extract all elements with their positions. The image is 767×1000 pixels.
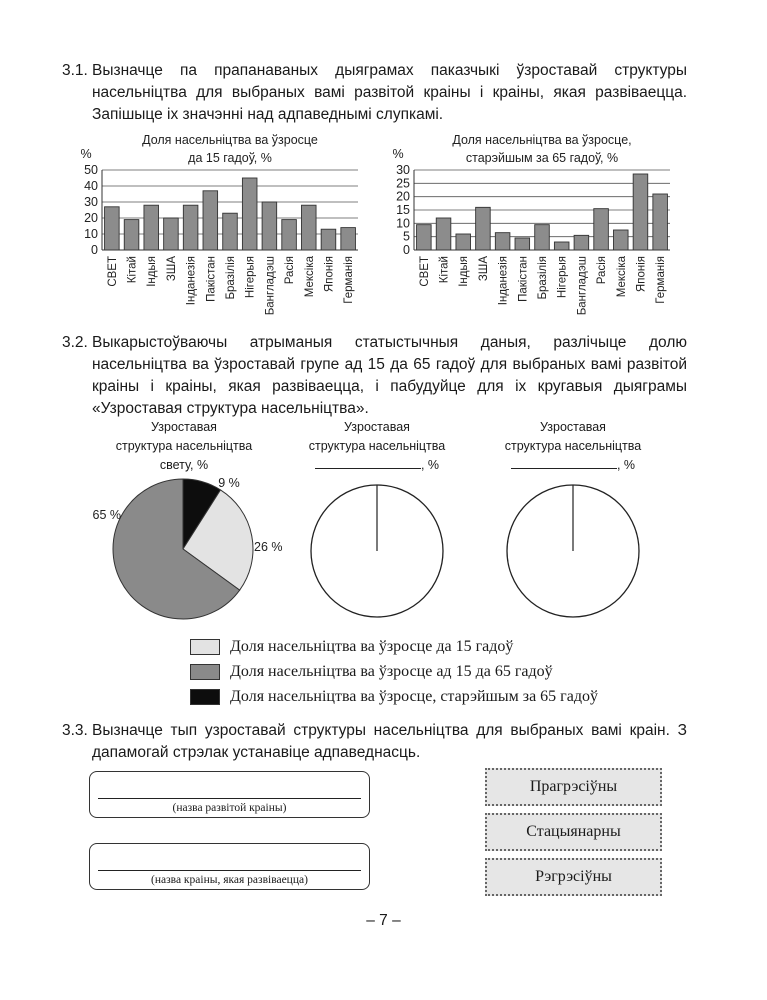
developing-country-box[interactable] [89, 843, 370, 890]
pie-empty-developed[interactable] [311, 485, 443, 617]
x-tick-label: Расія [284, 256, 297, 285]
legend-label: Доля насельніцтва ва ўзросце ад 15 да 65 гадоў [230, 662, 553, 680]
page-number: – 7 – [366, 912, 401, 929]
legend-label: Доля насельніцтва ва ўзросце, старэйшым за 65 гадоў [230, 687, 598, 705]
x-tick-label: Мексіка [303, 256, 316, 298]
x-tick-label: СВЕТ [418, 256, 431, 287]
type-stationary[interactable]: Стацыянарны [485, 813, 662, 851]
x-tick-label: Мексіка [615, 256, 628, 298]
legend-item-over-65 [190, 684, 598, 709]
x-tick-label: Кітай [126, 256, 139, 284]
task-number: 3.2. [62, 334, 88, 351]
chart-title: Доля насельніцтва ва ўзросце, [452, 133, 632, 147]
task-number: 3.1. [62, 62, 88, 79]
y-axis-label: % [392, 147, 404, 161]
x-tick-label: Германія [343, 256, 356, 304]
box-caption: (назва краіны, якая развіваецца) [151, 874, 308, 886]
y-tick-label: 25 [396, 176, 410, 191]
x-tick-label: Бангладэш [264, 256, 277, 316]
task-text: Вызначце па прапанаваных дыяграмах паказчыкі ўзроставай структуры насельніцтва для выбраных вамі развітой краіны і краіны, якая развіваецца. Запішыце іх значэнні над адпаведнымі слупкамі. [92, 62, 687, 123]
pie-legend [190, 634, 598, 709]
pie-slice-label: 26 % [254, 540, 283, 554]
legend-item-15-65 [190, 659, 598, 684]
x-tick-label: Пакістан [205, 256, 218, 302]
task-text: Выкарыстоўваючы атрыманыя статыстычныя даныя, разлічыце долю насельніцтва ва ўзроставай групе ад 15 да 65 гадоў для выбраных вамі развітой краіны і краіны, якая развіваецца, і пабудуйце для іх кругавыя дыяграмы «Узроставая структура насельніцтва». [92, 334, 687, 417]
x-tick-label: Японія [323, 256, 336, 293]
pie-slice-label: 9 % [218, 476, 240, 490]
legend-swatch [190, 689, 220, 705]
y-tick-label: 0 [91, 243, 98, 257]
legend-swatch [190, 664, 220, 680]
pie-unit: , % [616, 458, 636, 472]
y-tick-label: 20 [84, 211, 98, 225]
y-tick-label: 5 [403, 229, 410, 244]
y-tick-label: 20 [396, 189, 410, 204]
x-tick-label: Індыя [146, 256, 159, 287]
type-progressive[interactable]: Прагрэсіўны [485, 768, 662, 806]
x-tick-label: Расія [596, 256, 609, 285]
pie-empty-developing[interactable] [507, 485, 639, 617]
x-tick-label: Кітай [438, 256, 451, 284]
x-tick-label: Бразілія [225, 256, 237, 300]
x-tick-label: Бангладэш [576, 256, 589, 316]
pie-title-line: Узроставая [151, 420, 217, 434]
type-regressive[interactable]: Рэгрэсіўны [485, 858, 662, 896]
pie-title-line: структура насельніцтва [308, 439, 446, 453]
box-caption: (назва развітой краіны) [172, 802, 287, 814]
y-tick-label: 0 [403, 243, 410, 257]
x-tick-label: Бразілія [537, 256, 549, 300]
x-tick-label: ЗША [477, 256, 490, 282]
y-tick-label: 10 [84, 227, 98, 241]
pie-slice-label: 65 % [92, 508, 121, 522]
y-axis-label: % [80, 147, 92, 161]
legend-swatch [190, 639, 220, 655]
answer-line [98, 798, 361, 799]
task-text: Вызначце тып узроставай структуры насельніцтва для выбраных вамі краін. З дапамогай стрэлак устанавіце адпаведнасць. [92, 722, 687, 761]
y-tick-label: 15 [396, 203, 410, 217]
x-tick-label: Нігерыя [556, 256, 569, 299]
x-tick-label: Японія [635, 256, 648, 293]
answer-line [98, 870, 361, 871]
x-tick-label: Інданезія [185, 256, 198, 306]
legend-item-under-15 [190, 634, 598, 659]
pie-title-line: свету, % [159, 458, 209, 472]
developed-country-box[interactable] [89, 771, 370, 818]
task-3-3 [62, 720, 687, 764]
x-tick-label: Германія [655, 256, 668, 304]
legend-label: Доля насельніцтва ва ўзросце да 15 гадоў [230, 637, 514, 655]
x-tick-label: СВЕТ [106, 256, 119, 287]
pie-unit: , % [420, 458, 440, 472]
chart-title: Доля насельніцтва ва ўзросце [142, 133, 318, 147]
x-tick-label: Нігерыя [244, 256, 257, 299]
pie-title-line: Узроставая [344, 420, 410, 434]
y-tick-label: 40 [84, 179, 98, 193]
chart-title: да 15 гадоў, % [188, 151, 272, 165]
task-number: 3.3. [62, 722, 88, 739]
x-tick-label: ЗША [165, 256, 178, 282]
pie-title-line: структура насельніцтва [504, 439, 642, 453]
pie-title-line: структура насельніцтва [115, 439, 253, 453]
pie-world [93, 476, 283, 619]
y-tick-label: 50 [84, 163, 98, 177]
pie-title-line: Узроставая [540, 420, 606, 434]
y-tick-label: 30 [84, 195, 98, 209]
y-tick-label: 30 [396, 163, 410, 177]
x-tick-label: Інданезія [497, 256, 510, 306]
chart-title: старэйшым за 65 гадоў, % [465, 151, 619, 165]
x-tick-label: Індыя [458, 256, 471, 287]
y-tick-label: 10 [396, 216, 410, 231]
x-tick-label: Пакістан [517, 256, 530, 302]
